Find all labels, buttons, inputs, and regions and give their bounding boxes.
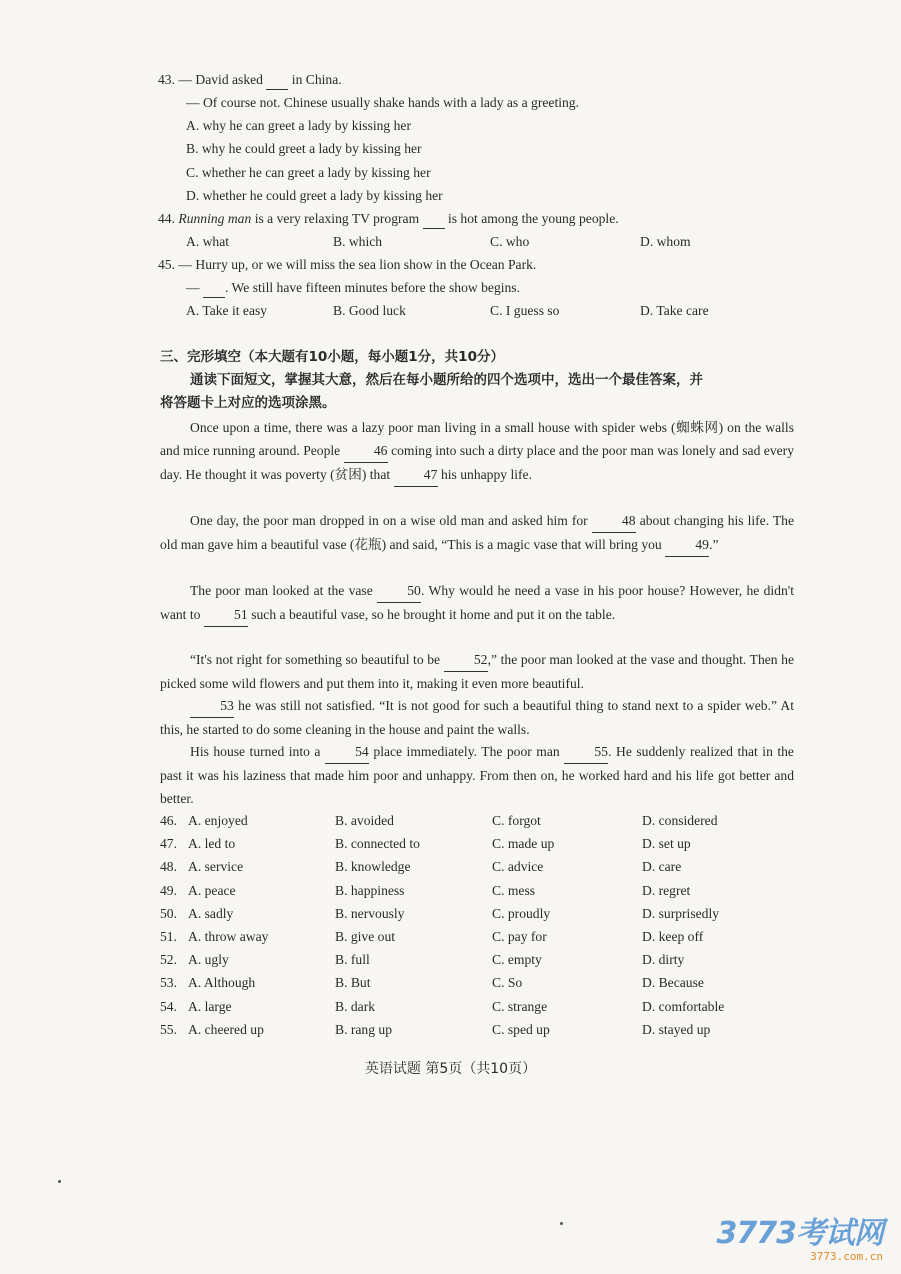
question-number: 44. bbox=[158, 211, 175, 226]
answer-option-d: D. regret bbox=[642, 882, 691, 898]
answer-option-c: C. pay for bbox=[492, 929, 547, 944]
blank-46: 46 bbox=[344, 439, 388, 463]
answer-option-a: A. ugly bbox=[188, 952, 229, 968]
passage-paragraph-3: The poor man looked at the vase 50. Why would he need a vase in his poor house? However, he didn't want to 51 such a beautiful vase, so he brought it home and put it on the table. bbox=[160, 579, 794, 627]
answer-option-a: A. throw away bbox=[188, 929, 269, 944]
answer-option-c: C. mess bbox=[492, 882, 536, 898]
answer-option-a: A. cheered up bbox=[188, 1021, 264, 1037]
blank-48: 48 bbox=[592, 509, 636, 533]
option-c: C. I guess so bbox=[490, 303, 560, 318]
answer-option-a: A. sadly bbox=[188, 905, 234, 921]
answer-option-c: C. sped up bbox=[492, 1021, 550, 1037]
answer-number: 46. bbox=[160, 813, 177, 828]
answer-option-a: A. Although bbox=[188, 975, 256, 991]
answer-number: 52. bbox=[160, 952, 177, 968]
blank-47: 47 bbox=[394, 463, 438, 487]
answer-option-a: A. enjoyed bbox=[188, 813, 248, 828]
option-b: B. why he could greet a lady by kissing her bbox=[186, 141, 422, 156]
answer-number: 49. bbox=[160, 882, 177, 898]
passage-paragraph-1: Once upon a time, there was a lazy poor man living in a small house with spider webs (蜘蛛网) on the walls and mice running around. People 46 coming into such a dirty place and the poor man was lonely and sad every day. He thought it was poverty (贫困) that 47 his unhappy life. bbox=[160, 416, 794, 487]
answer-option-c: C. proudly bbox=[492, 905, 551, 921]
watermark-url: 3773.com.cn bbox=[810, 1250, 883, 1263]
blank-54: 54 bbox=[325, 740, 369, 764]
answer-option-a: A. large bbox=[188, 998, 232, 1014]
passage-paragraph-4: “It's not right for something so beautiful to be 52,” the poor man looked at the vase and thought. Then he picked some wild flowers and put them into it, making it even more beautiful. bbox=[160, 648, 794, 695]
blank-50: 50 bbox=[377, 579, 421, 603]
answer-number: 51. bbox=[160, 929, 177, 944]
answer-option-d: D. stayed up bbox=[642, 1021, 711, 1037]
answer-option-d: D. comfortable bbox=[642, 998, 725, 1014]
question-number: 45. bbox=[158, 257, 175, 272]
scan-speck bbox=[58, 1180, 61, 1183]
option-d: D. whom bbox=[640, 234, 691, 249]
section-heading: 三、完形填空（本大题有10小题，每小题1分，共10分） bbox=[160, 349, 504, 365]
question-43-line1: 43. — David asked in China. bbox=[158, 71, 342, 90]
option-d: D. whether he could greet a lady by kissing her bbox=[186, 188, 443, 203]
watermark-brand: 3773考试网 bbox=[716, 1216, 883, 1251]
question-43-line2: — Of course not. Chinese usually shake hands with a lady as a greeting. bbox=[186, 95, 579, 110]
answer-blank bbox=[266, 71, 288, 90]
section-instruction-line1: 通读下面短文，掌握其大意，然后在每小题所给的四个选项中，选出一个最佳答案，并 bbox=[190, 372, 703, 388]
answer-option-c: C. strange bbox=[492, 998, 548, 1014]
blank-49: 49 bbox=[665, 533, 709, 557]
option-b: B. which bbox=[333, 234, 383, 249]
program-title: Running man bbox=[178, 211, 252, 226]
question-45-line2: — . We still have fifteen minutes before the show begins. bbox=[186, 279, 520, 298]
answer-option-d: D. dirty bbox=[642, 952, 685, 968]
option-b: B. Good luck bbox=[333, 303, 406, 318]
option-a: A. what bbox=[186, 234, 230, 249]
section-instruction-line2: 将答题卡上对应的选项涂黑。 bbox=[160, 395, 336, 411]
question-44: 44. Running man is a very relaxing TV program is hot among the young people. bbox=[158, 210, 619, 229]
answer-number: 53. bbox=[160, 975, 177, 991]
question-45-line1: 45. — Hurry up, or we will miss the sea lion show in the Ocean Park. bbox=[158, 257, 537, 272]
blank-52: 52 bbox=[444, 648, 488, 672]
passage-paragraph-6: His house turned into a 54 place immediately. The poor man 55. He suddenly realized that in the past it was his laziness that made him poor and unhappy. From then on, he worked hard and his life got better and better. bbox=[160, 740, 794, 810]
passage-paragraph-2: One day, the poor man dropped in on a wise old man and asked him for 48 about changing his life. The old man gave him a beautiful vase (花瓶) and said, “This is a magic vase that will bring you 49.” bbox=[160, 509, 794, 557]
option-c: C. who bbox=[490, 234, 530, 249]
answer-option-a: A. service bbox=[188, 859, 244, 875]
answer-option-b: B. happiness bbox=[335, 882, 405, 898]
answer-blank bbox=[423, 210, 445, 229]
answer-option-d: D. Because bbox=[642, 975, 704, 991]
answer-option-b: B. nervously bbox=[335, 905, 405, 921]
answer-option-d: D. keep off bbox=[642, 929, 704, 944]
answer-number: 54. bbox=[160, 998, 177, 1014]
answer-option-b: B. full bbox=[335, 952, 370, 968]
answer-option-b: B. give out bbox=[335, 929, 396, 944]
answer-option-b: B. connected to bbox=[335, 836, 420, 852]
answer-option-d: D. set up bbox=[642, 836, 691, 852]
blank-55: 55 bbox=[564, 740, 608, 764]
option-a: A. why he can greet a lady by kissing her bbox=[186, 118, 411, 133]
question-number: 43. bbox=[158, 72, 175, 87]
answer-option-d: D. care bbox=[642, 859, 682, 875]
answer-option-d: D. considered bbox=[642, 813, 718, 828]
option-a: A. Take it easy bbox=[186, 303, 268, 318]
site-watermark bbox=[717, 1208, 884, 1263]
blank-53: 53 bbox=[190, 694, 234, 718]
answer-option-b: B. knowledge bbox=[335, 859, 411, 875]
answer-number: 48. bbox=[160, 859, 177, 875]
answer-option-c: C. advice bbox=[492, 859, 544, 875]
answer-option-b: B. But bbox=[335, 975, 371, 991]
answer-blank bbox=[203, 279, 225, 298]
answer-option-b: B. dark bbox=[335, 998, 376, 1014]
page-footer: 英语试题 第5页（共10页） bbox=[364, 1061, 537, 1077]
answer-option-a: A. led to bbox=[188, 836, 236, 852]
answer-option-a: A. peace bbox=[188, 882, 236, 898]
option-d: D. Take care bbox=[640, 303, 709, 318]
answer-option-b: B. rang up bbox=[335, 1021, 393, 1037]
answer-number: 50. bbox=[160, 905, 177, 921]
answer-number: 55. bbox=[160, 1021, 177, 1037]
answer-option-c: C. forgot bbox=[492, 813, 541, 828]
answer-option-c: C. So bbox=[492, 975, 523, 991]
option-c: C. whether he can greet a lady by kissing her bbox=[186, 165, 431, 180]
answer-option-b: B. avoided bbox=[335, 813, 394, 828]
scan-speck bbox=[560, 1222, 563, 1225]
answer-option-d: D. surprisedly bbox=[642, 905, 720, 921]
answer-number: 47. bbox=[160, 836, 177, 852]
passage-paragraph-5: 53 he was still not satisfied. “It is not good for such a beautiful thing to stand next to a spider web.” At this, he started to do some cleaning in the house and paint the walls. bbox=[160, 694, 794, 741]
blank-51: 51 bbox=[204, 603, 248, 627]
answer-option-c: C. made up bbox=[492, 836, 555, 852]
answer-option-c: C. empty bbox=[492, 952, 542, 968]
